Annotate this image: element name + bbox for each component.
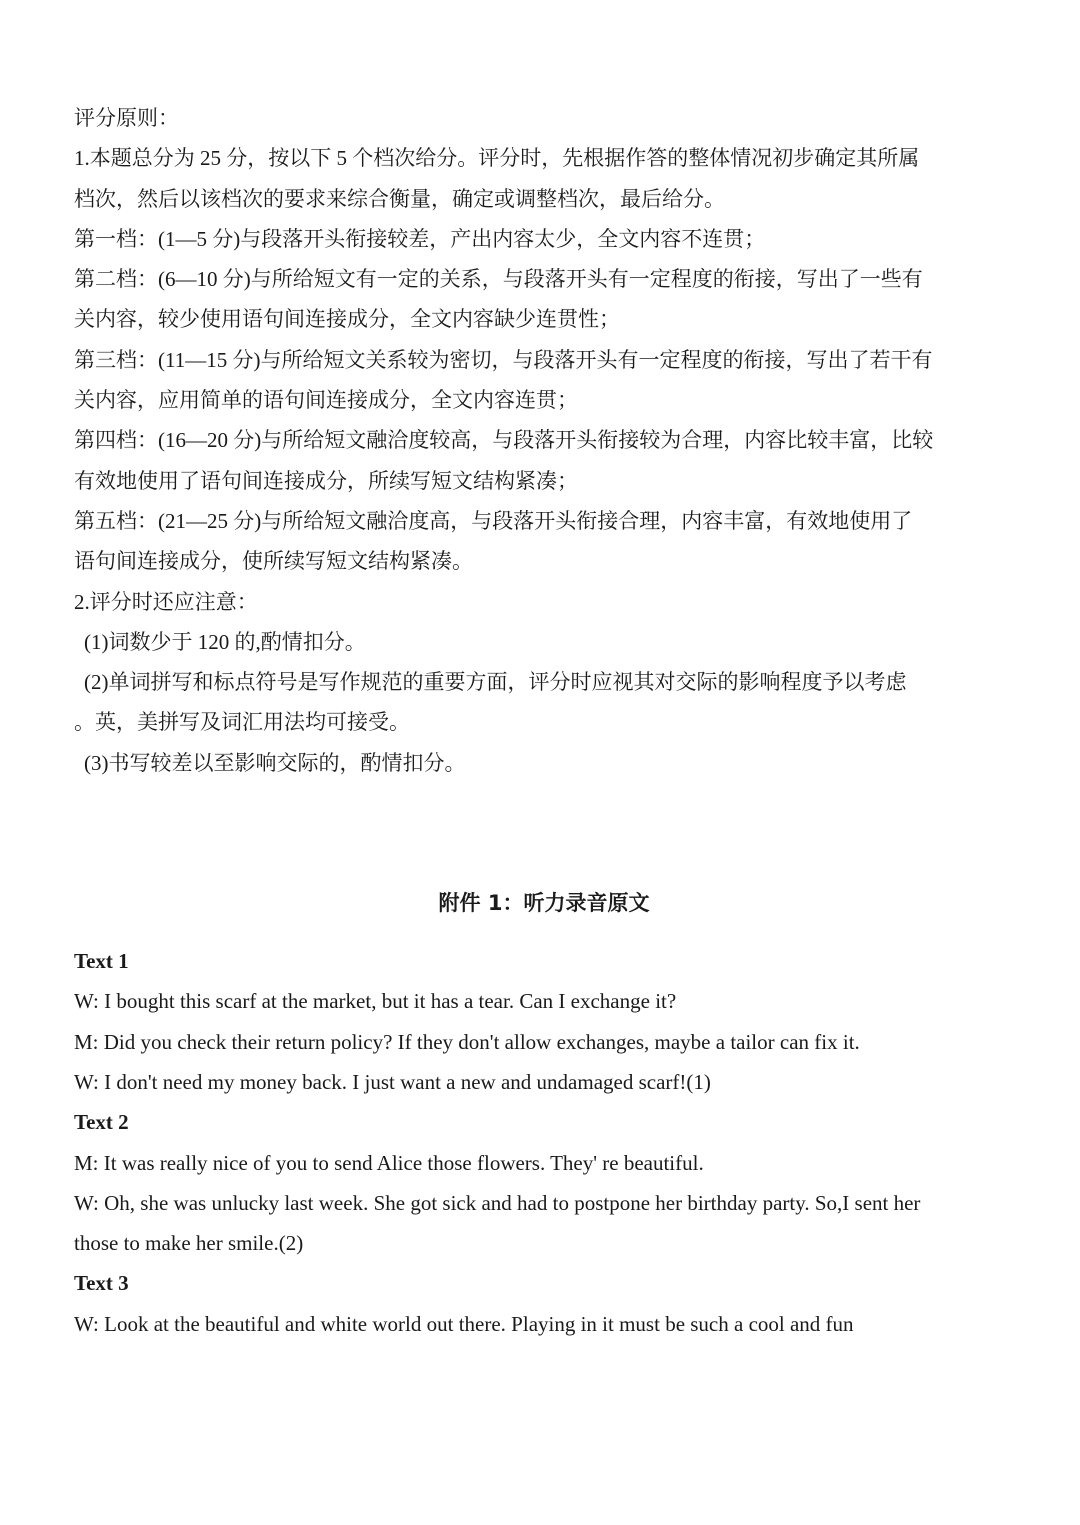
tier-4-line-2: 有效地使用了语句间连接成分，所续写短文结构紧凑； bbox=[74, 468, 578, 493]
note-2-line-1: (2)单词拼写和标点符号是写作规范的重要方面，评分时应视其对交际的影响程度予以考虑 bbox=[84, 670, 907, 695]
tier-4-line-1: 第四档：(16—20 分)与所给短文融洽度较高，与段落开头衔接较为合理，内容比较丰富，比较 bbox=[74, 428, 934, 453]
text-1-line: M: Did you check their return policy? If they don't allow exchanges, maybe a tailor can fix it. bbox=[74, 1029, 860, 1054]
text-2-line: W: Oh, she was unlucky last week. She got sick and had to postpone her birthday party. So,I sent her bbox=[74, 1190, 921, 1215]
text-2-line: M: It was really nice of you to send Alice those flowers. They' re beautiful. bbox=[74, 1150, 704, 1175]
text-3-heading: Text 3 bbox=[74, 1271, 129, 1296]
tier-5-line-1: 第五档：(21—25 分)与所给短文融洽度高，与段落开头衔接合理，内容丰富，有效地使用了 bbox=[74, 508, 913, 533]
tier-3-line-2: 关内容，应用简单的语句间连接成分，全文内容连贯； bbox=[74, 388, 578, 413]
text-1-line: W: I don't need my money back. I just want a new and undamaged scarf!(1) bbox=[74, 1069, 711, 1094]
appendix-title: 附件 1：听力录音原文 bbox=[438, 891, 650, 916]
tier-1: 第一档：(1—5 分)与段落开头衔接较差，产出内容太少，全文内容不连贯； bbox=[74, 226, 766, 251]
rule-1-line-2: 档次，然后以该档次的要求来综合衡量，确定或调整档次，最后给分。 bbox=[74, 186, 725, 211]
text-1-heading: Text 1 bbox=[74, 949, 129, 974]
tier-5-line-2: 语句间连接成分，使所续写短文结构紧凑。 bbox=[74, 549, 473, 574]
text-1-line: W: I bought this scarf at the market, but it has a tear. Can I exchange it? bbox=[74, 989, 677, 1014]
rule-2: 2.评分时还应注意： bbox=[74, 589, 258, 614]
note-2-line-2: 。英，美拼写及词汇用法均可接受。 bbox=[74, 710, 410, 735]
text-2-line: those to make her smile.(2) bbox=[74, 1231, 304, 1256]
note-1: (1)词数少于 120 的,酌情扣分。 bbox=[84, 629, 366, 654]
document-page bbox=[74, 98, 1014, 1344]
note-3: (3)书写较差以至影响交际的，酌情扣分。 bbox=[84, 750, 466, 775]
tier-2-line-2: 关内容，较少使用语句间连接成分，全文内容缺少连贯性； bbox=[74, 307, 620, 332]
rule-1-line-1: 1.本题总分为 25 分，按以下 5 个档次给分。评分时，先根据作答的整体情况初步确定其所属 bbox=[74, 146, 920, 171]
tier-3-line-1: 第三档：(11—15 分)与所给短文关系较为密切，与段落开头有一定程度的衔接，写出了若干有 bbox=[74, 347, 933, 372]
section-gap bbox=[74, 783, 1014, 863]
text-2-heading: Text 2 bbox=[74, 1110, 129, 1135]
tier-2-line-1: 第二档：(6—10 分)与所给短文有一定的关系，与段落开头有一定程度的衔接，写出了一些有 bbox=[74, 267, 923, 292]
text-3-line: W: Look at the beautiful and white world out there. Playing in it must be such a cool and fun bbox=[74, 1311, 854, 1336]
grading-title: 评分原则： bbox=[74, 106, 179, 130]
